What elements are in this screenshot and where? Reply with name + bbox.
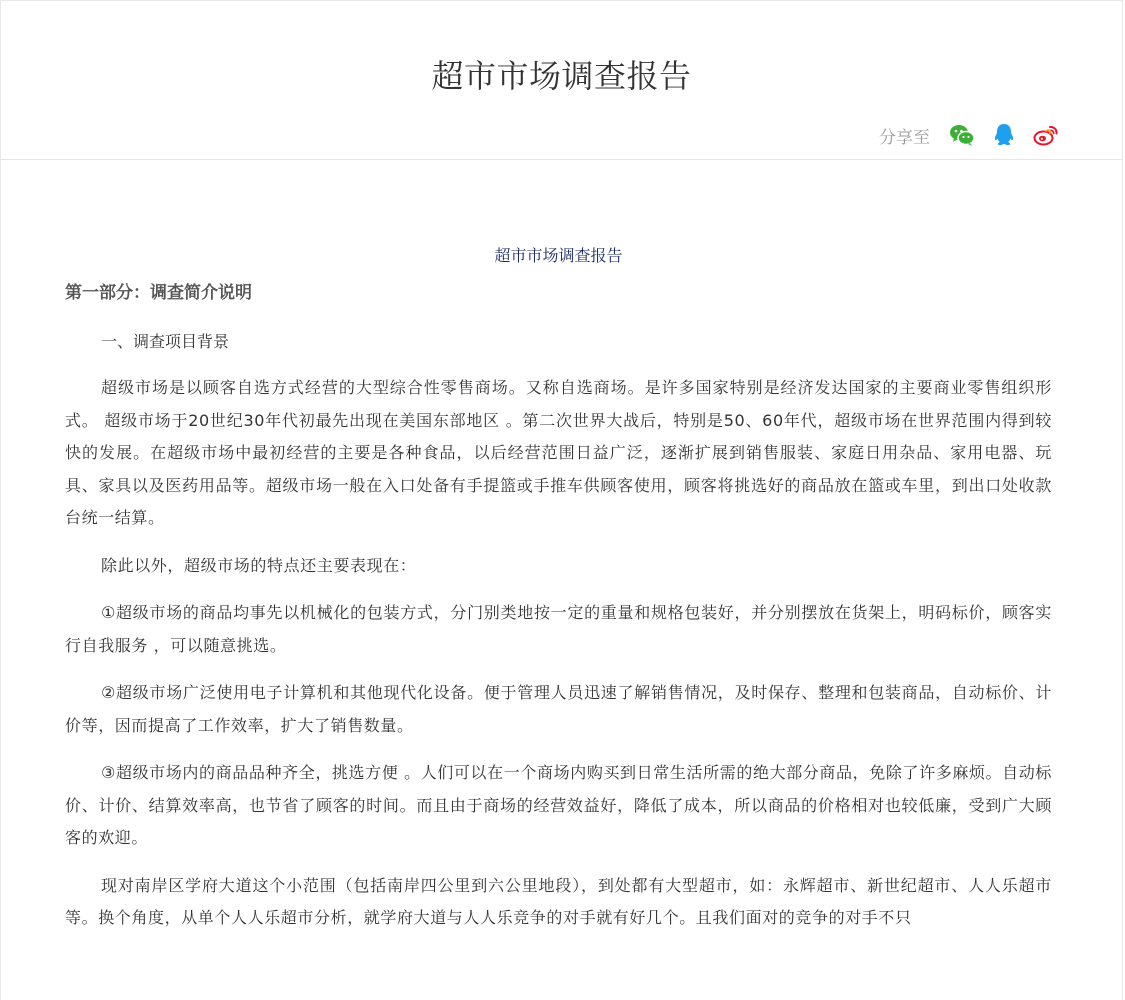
paragraph: 现对南岸区学府大道这个小范围（包括南岸四公里到六公里地段），到处都有大型超市，如：永辉超市、新世纪超市、人人乐超市等。换个角度，从单个人人乐超市分析，就学府大道与人人乐竞争的对手就有好几个。且我们面对的竞争的对手不只 xyxy=(65,875,1052,927)
article-title: 超市市场调查报告 xyxy=(494,246,623,265)
paragraph: ②超级市场广泛使用电子计算机和其他现代化设备。便于管理人员迅速了解销售情况，及时保存、整理和包装商品，自动标价、计价等，因而提高了工作效率，扩大了销售数量。 xyxy=(65,683,1052,735)
paragraph: 除此以外，超级市场的特点还主要表现在： xyxy=(101,555,417,575)
weibo-icon[interactable] xyxy=(1032,121,1060,149)
page-header xyxy=(1,1,1122,160)
paragraph: ①超级市场的商品均事先以机械化的包装方式，分门别类地按一定的重量和规格包装好，并分别摆放在货架上，明码标价，顾客实行自我服务 ，可以随意挑选。 xyxy=(65,603,1052,655)
share-label: 分享至 xyxy=(879,127,930,148)
paragraph: 超级市场是以顾客自选方式经营的大型综合性零售商场。又称自选商场。是许多国家特别是经济发达国家的主要商业零售组织形式。 超级市场于20世纪30年代初最先出现在美国东部地区 。第二次世界大战后，特别是50、60年代，超级市场在世界范围内得到较快的发展。在超级市场中最初经营的主要是各种食品，以后经营范围日益广泛，逐渐扩展到销售服装、家庭日用杂品、家用电器、玩具、家具以及医药用品等。超级市场一般在入口处备有手提篮或手推车供顾客使用，顾客将挑选好的商品放在篮或车里，到出口处收款台统一结算。 xyxy=(65,378,1052,527)
paragraph: ③超级市场内的商品品种齐全，挑选方便 。人们可以在一个商场内购买到日常生活所需的绝大部分商品，免除了许多麻烦。自动标价、计价、结算效率高，也节省了顾客的时间。而且由于商场的经营效益好，降低了成本，所以商品的价格相对也较低廉，受到广大顾客的欢迎。 xyxy=(65,763,1052,847)
share-bar xyxy=(879,121,1060,149)
subsection-heading: 一、调查项目背景 xyxy=(101,332,230,351)
page-title: 超市市场调查报告 xyxy=(431,57,692,95)
qq-icon[interactable] xyxy=(990,121,1018,149)
article-body xyxy=(1,244,1122,935)
wechat-icon[interactable] xyxy=(948,121,976,149)
section-heading: 第一部分：调查简介说明 xyxy=(65,283,252,303)
